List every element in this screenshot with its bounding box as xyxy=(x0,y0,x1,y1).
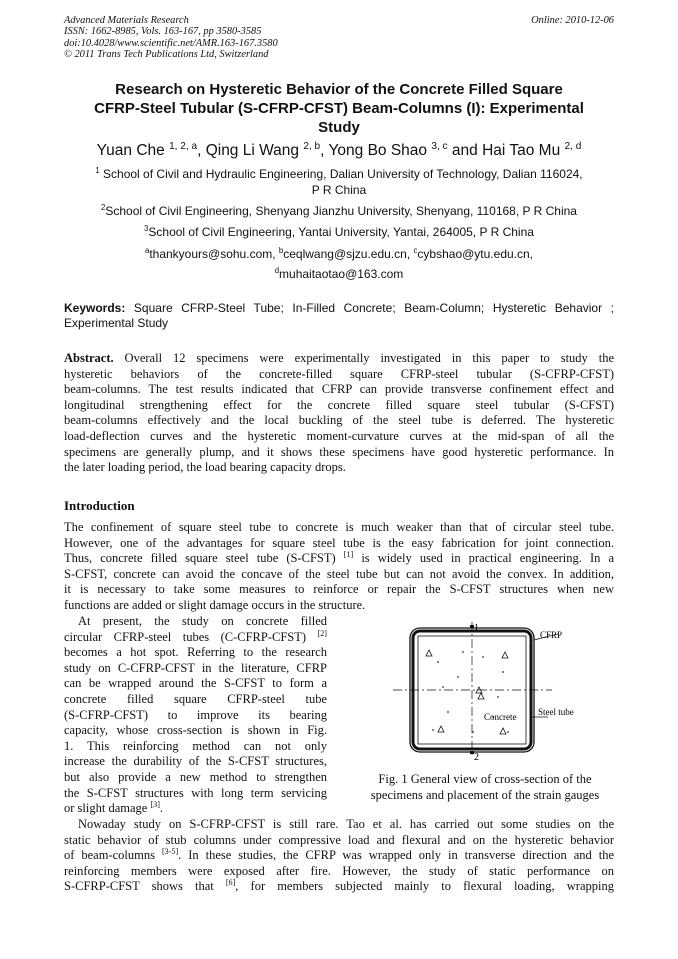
figure-1 xyxy=(388,622,618,763)
author-name: Yong Bo Shao xyxy=(328,142,428,159)
keywords-label: Keywords: xyxy=(64,301,126,315)
citation[interactable]: [1] xyxy=(343,550,354,560)
email-link[interactable]: ceqlwang@sjzu.edu.cn, xyxy=(283,247,414,261)
email-link[interactable]: thankyours@sohu.com, xyxy=(149,247,279,261)
citation[interactable]: [6] xyxy=(225,878,236,888)
citation[interactable]: [2] xyxy=(317,628,327,638)
abstract: Abstract. Overall 12 specimens were experimentally investigated in this paper to study the hysteretic behaviors of the concrete-filled square CFRP-steel tubular (S-CFRP-CFST) beam-columns. The test results indicated that CFRP can provide transverse confinement effect and longitudinal strengthening effect for the concrete filled square steel tubular (S-CFST) beam-columns effectively and the local buckling of the steel tube is deferred. The hysteretic load-deflection curves and the hysteretic moment-curvature curves at the mid-span of all the specimens are generally plump, and it shows these specimens have good hysteretic performance. In the later loading period, the load bearing capacity drops. xyxy=(64,351,614,475)
keywords xyxy=(64,301,614,331)
email-link[interactable]: cybshao@ytu.edu.cn, xyxy=(417,247,534,261)
doi-line: doi:10.4028/www.scientific.net/AMR.163-167.3580 xyxy=(64,37,278,49)
concrete-label: Concrete xyxy=(484,712,517,722)
affiliation-2: $^2$School of Civil Engineering, Shenyang Jianzhu University, Shenyang, 110168, P R China xyxy=(101,203,577,218)
section-heading-introduction: Introduction xyxy=(64,498,135,513)
journal-header xyxy=(64,15,278,61)
email-list: $^a$thankyours@sohu.com, $^b$ceqlwang@sjzu.edu.cn, $^c$cybshao@ytu.edu.cn, xyxy=(144,246,534,261)
online-date: Online: 2010-12-06 xyxy=(531,15,614,26)
affiliation-1: $^1$ School of Civil and Hydraulic Engineering, Dalian University of Technology, Dalian 116024, P R China xyxy=(95,166,583,197)
copyright-line: © 2011 Trans Tech Publications Ltd, Switzerland xyxy=(64,49,269,61)
figure-1-caption: Fig. 1 General view of cross-section of the specimens and placement of the strain gauges xyxy=(370,772,600,802)
author-affil-sup: 1, 2, a xyxy=(169,140,198,152)
citation[interactable]: [3-5] xyxy=(161,847,179,857)
gauge-label-bottom: 2 xyxy=(474,752,479,763)
cross-section-diagram xyxy=(388,622,618,763)
cfrp-label: CFRP xyxy=(540,630,563,640)
abstract-label: Abstract. xyxy=(64,351,114,365)
issn-line: ISSN: 1662-8985, Vols. 163-167, pp 3580-3585 xyxy=(64,26,262,38)
keywords-text: Square CFRP-Steel Tube; In-Filled Concrete; Beam-Column; Hysteretic Behavior ; Experimental Study xyxy=(64,301,614,330)
author-affil-sup: 3, c xyxy=(431,140,448,152)
author-name: Yuan Che xyxy=(96,142,165,159)
intro-paragraph-1: The confinement of square steel tube to concrete is much weaker than that of circular steel tube. However, one of the advantages for square steel tube is the easy fabrication for joint connection. Thus, concrete filled square steel tube (S-CFST) [1] is widely used in practical engineering. In a S-CFST, concrete can avoid the concave of the steel tube but can not avoid the convex. In addition, it is necessary to take some measures to reinforce or repair the S-CFST structures when new functions are added or slight damage occurs in the structure. xyxy=(64,520,615,612)
author-list: Yuan Che $^{1, 2, a}$, Qing Li Wang $^{2, b}$, Yong Bo Shao $^{3, c}$ and Hai Tao Mu $^{2, d}$ xyxy=(96,140,582,159)
email-list-2: $^d$muhaitaotao@163.com xyxy=(274,266,404,281)
citation[interactable]: [3] xyxy=(150,799,160,809)
author-name: Qing Li Wang xyxy=(205,142,300,159)
steel-tube-label: Steel tube xyxy=(538,707,574,717)
affiliation-3: $^3$School of Civil Engineering, Yantai University, Yantai, 264005, P R China xyxy=(144,224,534,239)
intro-paragraph-2: At present, the study on concrete filled circular CFRP-steel tubes (C-CFRP-CFST) [2] becomes a hot spot. Referring to the research study on C-CFRP-CFST in the literature, CFRP can be wrapped around the S-CFST to form a concrete filled square CFRP-steel tube (S-CFRP-CFST) to improve its bearing capacity, whose cross-section is shown in Fig. 1. This reinforcing method can not only increase the durability of the S-CFST structures, but also provide a new method to strengthen the S-CFST structures with long term servicing or slight damage [3]. xyxy=(64,614,327,816)
intro-paragraph-3: Nowaday study on S-CFRP-CFST is still rare. Tao et al. has carried out some studies on the static behavior of stub columns under compressive load and flexural and on the hysteretic behavior of beam-columns [3-5]. In these studies, the CFRP was wrapped only in transverse direction and the reinforcing members were exposed after fire. However, the study of static performance on S-CFRP-CFST shows that [6], for members subjected mainly to flexural loading, wrapping xyxy=(64,817,614,894)
paper-title: Research on Hysteretic Behavior of the Concrete Filled Square CFRP-Steel Tubular (S-CFRP-CFST) Beam-Columns (I): Experimental Study xyxy=(94,81,584,136)
author-affil-sup: 2, b xyxy=(303,140,321,152)
author-affil-sup: 2, d xyxy=(564,140,582,152)
author-name: Hai Tao Mu xyxy=(482,142,561,159)
gauge-label-top: 1 xyxy=(474,623,479,634)
email-link[interactable]: muhaitaotao@163.com xyxy=(279,267,404,281)
journal-name: Advanced Materials Research xyxy=(64,15,189,26)
